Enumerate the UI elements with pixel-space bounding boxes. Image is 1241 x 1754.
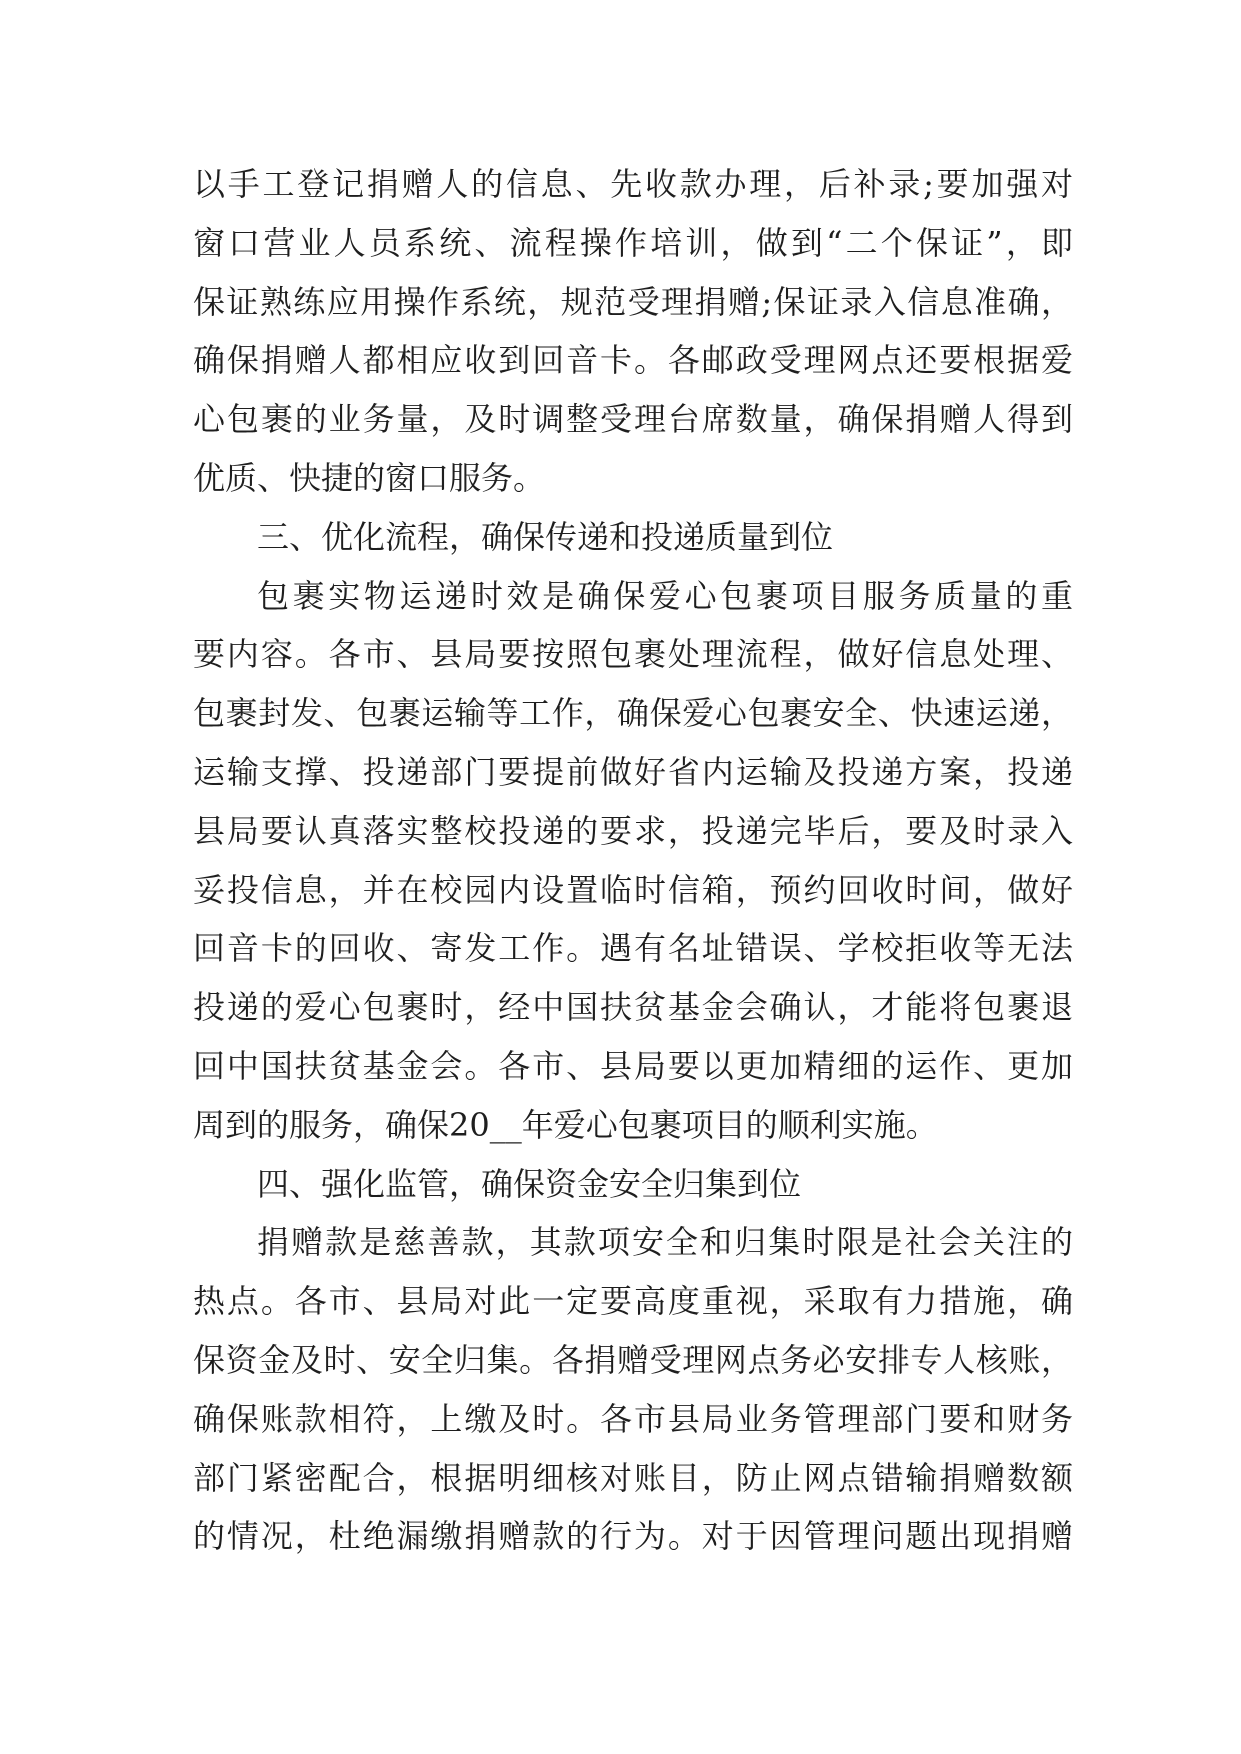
text-line: 热点。各市、县局对此一定要高度重视，采取有力措施，确 bbox=[193, 1282, 1073, 1321]
text-line: 保资金及时、安全归集。各捐赠受理网点务必安排专人核账， bbox=[193, 1340, 1073, 1379]
text-line: 保证熟练应用操作系统，规范受理捐赠;保证录入信息准确， bbox=[193, 282, 1073, 321]
text-line: 心包裹的业务量，及时调整受理台席数量，确保捐赠人得到 bbox=[193, 400, 1073, 439]
text-line: 优质、快捷的窗口服务。 bbox=[193, 458, 546, 497]
text-line: 以手工登记捐赠人的信息、先收款办理，后补录;要加强对 bbox=[193, 165, 1073, 203]
text-line: 确保账款相符，上缴及时。各市县局业务管理部门要和财务 bbox=[193, 1399, 1073, 1438]
text-line: 捐赠款是慈善款，其款项安全和归集时限是社会关注的 bbox=[257, 1223, 1073, 1262]
text-line: 部门紧密配合，根据明细核对账目，防止网点错输捐赠数额 bbox=[193, 1458, 1073, 1497]
text-line: 县局要认真落实整校投递的要求，投递完毕后，要及时录入 bbox=[193, 811, 1073, 850]
text-line: 回中国扶贫基金会。各市、县局要以更加精细的运作、更加 bbox=[193, 1046, 1073, 1085]
text-line: 妥投信息，并在校园内设置临时信箱，预约回收时间，做好 bbox=[193, 870, 1073, 909]
text-line: 的情况，杜绝漏缴捐赠款的行为。对于因管理问题出现捐赠 bbox=[193, 1517, 1073, 1556]
text-line: 回音卡的回收、寄发工作。遇有名址错误、学校拒收等无法 bbox=[193, 929, 1073, 968]
text-line: 运输支撑、投递部门要提前做好省内运输及投递方案，投递 bbox=[193, 752, 1073, 791]
text-line: 窗口营业人员系统、流程操作培训，做到“二个保证”，即 bbox=[193, 223, 1073, 262]
document-page bbox=[193, 155, 1073, 1566]
text-line: 周到的服务，确保20__年爱心包裹项目的顺利实施。 bbox=[193, 1105, 938, 1144]
text-line: 确保捐赠人都相应收到回音卡。各邮政受理网点还要根据爱 bbox=[193, 341, 1073, 380]
text-line: 包裹封发、包裹运输等工作，确保爱心包裹安全、快速运递， bbox=[193, 694, 1073, 733]
text-line: 包裹实物运递时效是确保爱心包裹项目服务质量的重 bbox=[257, 576, 1073, 615]
text-line: 投递的爱心包裹时，经中国扶贫基金会确认，才能将包裹退 bbox=[193, 988, 1073, 1027]
text-line: 要内容。各市、县局要按照包裹处理流程，做好信息处理、 bbox=[193, 635, 1073, 674]
text-line: 四、强化监管，确保资金安全归集到位 bbox=[257, 1164, 802, 1203]
text-line: 三、优化流程，确保传递和投递质量到位 bbox=[257, 517, 834, 556]
